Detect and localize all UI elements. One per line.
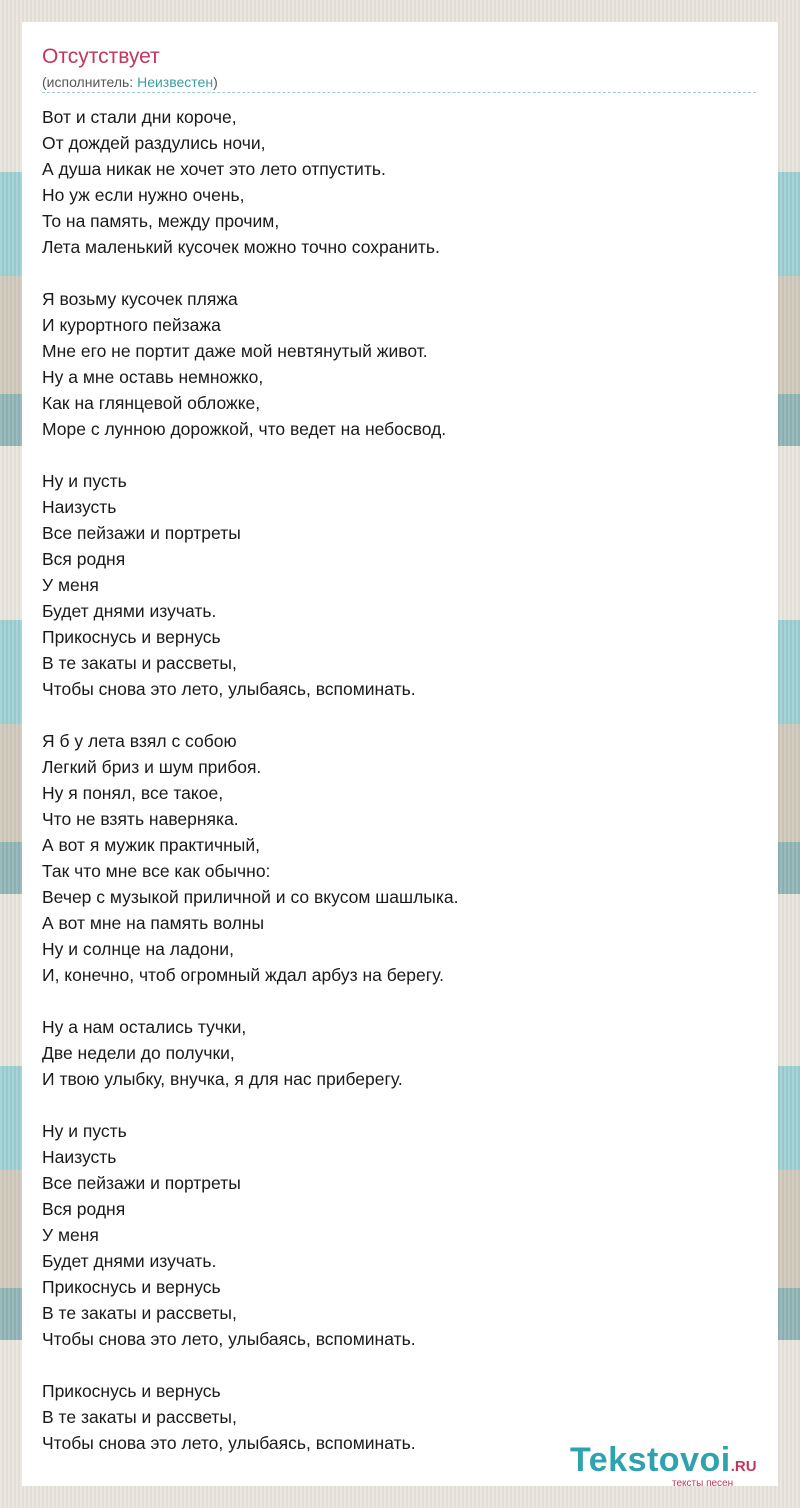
artist-line — [42, 72, 218, 92]
lyrics-card — [22, 22, 778, 1489]
lyric-line: Легкий бриз и шум прибоя. — [42, 757, 262, 777]
lyric-line: Я б у лета взял с собою — [42, 731, 237, 751]
logo-tagline: тексты песен — [672, 1478, 734, 1489]
lyric-line: Ну и пусть — [42, 471, 127, 491]
lyric-line: Прикоснусь и вернусь — [42, 1381, 221, 1401]
lyric-line: А вот я мужик практичный, — [42, 835, 260, 855]
lyric-line: Но уж если нужно очень, — [42, 185, 245, 205]
lyric-line: Ну и пусть — [42, 1121, 127, 1141]
lyric-line: Наизусть — [42, 497, 117, 517]
lyric-line: Чтобы снова это лето, улыбаясь, вспоминать. — [42, 1433, 416, 1453]
lyric-line: То на память, между прочим, — [42, 211, 280, 231]
lyric-line: Лета маленький кусочек можно точно сохранить. — [42, 237, 440, 257]
lyric-line: Прикоснусь и вернусь — [42, 627, 221, 647]
logo-name: Tekstovoi — [570, 1441, 731, 1479]
site-logo[interactable] — [570, 1440, 780, 1490]
lyric-line: Будет днями изучать. — [42, 1251, 217, 1271]
lyric-line: Ну а мне оставь немножко, — [42, 367, 264, 387]
lyric-line: Все пейзажи и портреты — [42, 523, 241, 543]
lyric-line: Прикоснусь и вернусь — [42, 1277, 221, 1297]
lyric-line: У меня — [42, 575, 99, 595]
lyric-line: Вся родня — [42, 1199, 126, 1219]
artist-link[interactable]: Неизвестен — [137, 74, 214, 90]
lyric-line: И твою улыбку, внучка, я для нас приберегу. — [42, 1069, 403, 1089]
lyrics-stanza — [42, 104, 762, 260]
lyric-line: В те закаты и рассветы, — [42, 653, 237, 673]
artist-suffix: ) — [213, 74, 218, 90]
lyric-line: Вся родня — [42, 549, 126, 569]
lyric-line: Что не взять наверняка. — [42, 809, 239, 829]
title-divider — [42, 92, 756, 93]
lyrics-stanza — [42, 468, 762, 702]
lyric-line: Мне его не портит даже мой невтянутый живот. — [42, 341, 428, 361]
lyric-line: Наизусть — [42, 1147, 117, 1167]
lyric-line: Вот и стали дни короче, — [42, 107, 237, 127]
lyric-line: Будет днями изучать. — [42, 601, 217, 621]
lyric-line: В те закаты и рассветы, — [42, 1407, 237, 1427]
lyric-line: Все пейзажи и портреты — [42, 1173, 241, 1193]
lyric-line: Две недели до получки, — [42, 1043, 235, 1063]
lyrics-stanza — [42, 1014, 762, 1092]
lyrics-stanza — [42, 286, 762, 442]
lyrics-stanza — [42, 728, 762, 988]
lyric-line: Море с лунною дорожкой, что ведет на небосвод. — [42, 419, 447, 439]
lyric-line: Так что мне все как обычно: — [42, 861, 271, 881]
lyric-line: Я возьму кусочек пляжа — [42, 289, 238, 309]
lyric-line: У меня — [42, 1225, 99, 1245]
lyric-line: Чтобы снова это лето, улыбаясь, вспоминать. — [42, 679, 416, 699]
lyric-line: В те закаты и рассветы, — [42, 1303, 237, 1323]
lyric-line: Вечер с музыкой приличной и со вкусом шашлыка. — [42, 887, 459, 907]
lyric-line: От дождей раздулись ночи, — [42, 133, 266, 153]
lyric-line: А вот мне на память волны — [42, 913, 265, 933]
lyrics-stanza — [42, 1118, 762, 1352]
artist-prefix: (исполнитель: — [42, 74, 138, 90]
song-title: Отсутствует — [42, 45, 160, 68]
lyric-line: Ну а нам остались тучки, — [42, 1017, 247, 1037]
lyric-line: А душа никак не хочет это лето отпустить. — [42, 159, 386, 179]
lyric-line: Чтобы снова это лето, улыбаясь, вспоминать. — [42, 1329, 416, 1349]
lyrics-text — [42, 104, 762, 1482]
lyric-line: Как на глянцевой обложке, — [42, 393, 261, 413]
lyric-line: И, конечно, чтоб огромный ждал арбуз на берегу. — [42, 965, 444, 985]
lyric-line: Ну и солнце на ладони, — [42, 939, 234, 959]
lyric-line: И курортного пейзажа — [42, 315, 221, 335]
lyric-line: Ну я понял, все такое, — [42, 783, 224, 803]
logo-tld: .RU — [730, 1458, 757, 1475]
